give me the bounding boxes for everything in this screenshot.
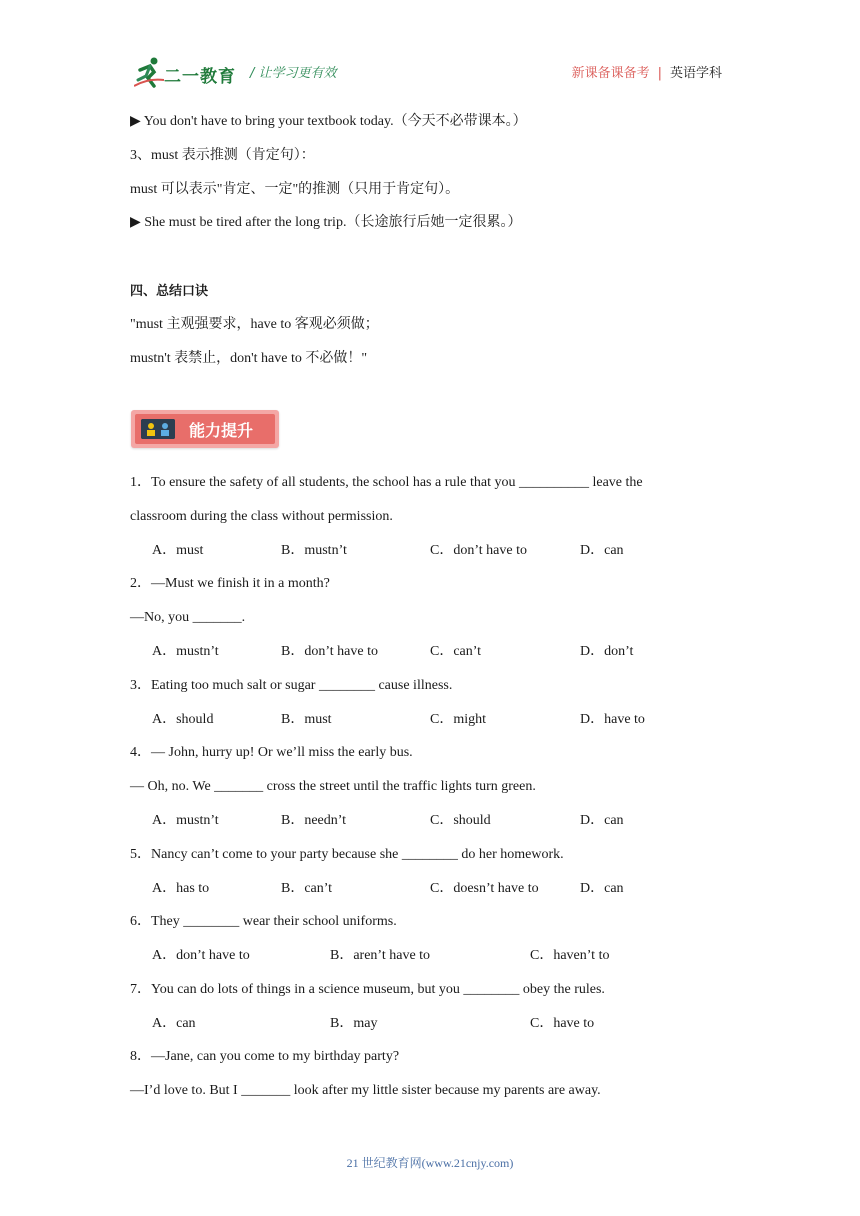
logo	[134, 56, 244, 90]
q3-option-d[interactable]: D．have to	[580, 712, 645, 727]
q4-option-a[interactable]: A．mustn’t	[152, 813, 219, 828]
q4-option-b[interactable]: B．needn’t	[281, 813, 347, 828]
example-must-tired: ▶ She must be tired after the long trip.（长途旅行后她一定很累。）	[130, 215, 522, 230]
runner-logo-icon	[134, 56, 164, 88]
q4-option-d[interactable]: D．can	[580, 813, 624, 828]
summary-line-1: "must 主观强要求，have to 客观必须做；	[130, 317, 379, 332]
section-banner	[131, 410, 279, 448]
header-subject-label: 英语学科	[669, 66, 722, 81]
people-icon	[141, 419, 175, 439]
page-header	[0, 0, 860, 100]
header-subject	[572, 62, 722, 81]
q5-option-d[interactable]: D．can	[580, 881, 624, 896]
summary-heading: 四、总结口诀	[130, 284, 209, 299]
q2-option-a[interactable]: A．mustn’t	[152, 644, 219, 659]
q1-option-c[interactable]: C．don’t have to	[430, 543, 527, 558]
question-8-stem: 8．—Jane, can you come to my birthday party?	[130, 1049, 400, 1064]
q7-option-a[interactable]: A．can	[152, 1016, 196, 1031]
q2-option-c[interactable]: C．can’t	[430, 644, 482, 659]
q7-option-c[interactable]: C．have to	[530, 1016, 595, 1031]
q6-option-a[interactable]: A．don’t have to	[152, 948, 250, 963]
q1-option-b[interactable]: B．mustn’t	[281, 543, 347, 558]
rule-3-description: must 可以表示"肯定、一定"的推测（只用于肯定句）。	[130, 182, 460, 197]
question-7-stem: 7．You can do lots of things in a science museum, but you ________ obey the rules.	[130, 982, 605, 997]
q3-option-a[interactable]: A．should	[152, 712, 214, 727]
question-2-stem-cont: —No, you _______.	[130, 610, 246, 625]
q7-option-b[interactable]: B．may	[330, 1016, 378, 1031]
question-8-stem-cont: —I’d love to. But I _______ look after my little sister because my parents are away.	[130, 1083, 601, 1098]
header-course-label: 新课备课备考	[571, 66, 650, 81]
q3-option-b[interactable]: B．must	[281, 712, 332, 727]
question-4-stem: 4．— John, hurry up! Or we’ll miss the early bus.	[130, 745, 413, 760]
question-3-stem: 3．Eating too much salt or sugar ________ cause illness.	[130, 678, 453, 693]
slogan: / 让学习更有效	[250, 66, 337, 81]
question-4-stem-cont: — Oh, no. We _______ cross the street until the traffic lights turn green.	[130, 779, 536, 794]
question-2-stem: 2．—Must we finish it in a month?	[130, 576, 330, 591]
q5-option-b[interactable]: B．can’t	[281, 881, 333, 896]
header-separator: |	[657, 66, 662, 81]
question-6-stem: 6．They ________ wear their school uniforms.	[130, 914, 397, 929]
q3-option-c[interactable]: C．might	[430, 712, 487, 727]
q2-option-d[interactable]: D．don’t	[580, 644, 634, 659]
q4-option-c[interactable]: C．should	[430, 813, 491, 828]
logo-text: 二一教育	[164, 67, 236, 87]
banner-title: 能力提升	[189, 421, 254, 440]
q1-option-a[interactable]: A．must	[152, 543, 204, 558]
q5-option-c[interactable]: C．doesn’t have to	[430, 881, 539, 896]
question-1-stem: 1．To ensure the safety of all students, the school has a rule that you __________ leave the	[130, 475, 643, 490]
page-footer: 21 世纪教育网(www.21cnjy.com)	[346, 1156, 514, 1170]
question-5-stem: 5．Nancy can’t come to your party because she ________ do her homework.	[130, 847, 564, 862]
q6-option-b[interactable]: B．aren’t have to	[330, 948, 431, 963]
summary-line-2: mustn't 表禁止，don't have to 不必做！"	[130, 351, 368, 366]
rule-3-title: 3、must 表示推测（肯定句）：	[130, 148, 315, 163]
q6-option-c[interactable]: C．haven’t to	[530, 948, 610, 963]
q1-option-d[interactable]: D．can	[580, 543, 624, 558]
q5-option-a[interactable]: A．has to	[152, 881, 210, 896]
example-no-textbook: ▶ You don't have to bring your textbook today.（今天不必带课本。）	[130, 114, 527, 129]
q2-option-b[interactable]: B．don’t have to	[281, 644, 378, 659]
question-1-stem-cont: classroom during the class without permission.	[130, 509, 393, 524]
